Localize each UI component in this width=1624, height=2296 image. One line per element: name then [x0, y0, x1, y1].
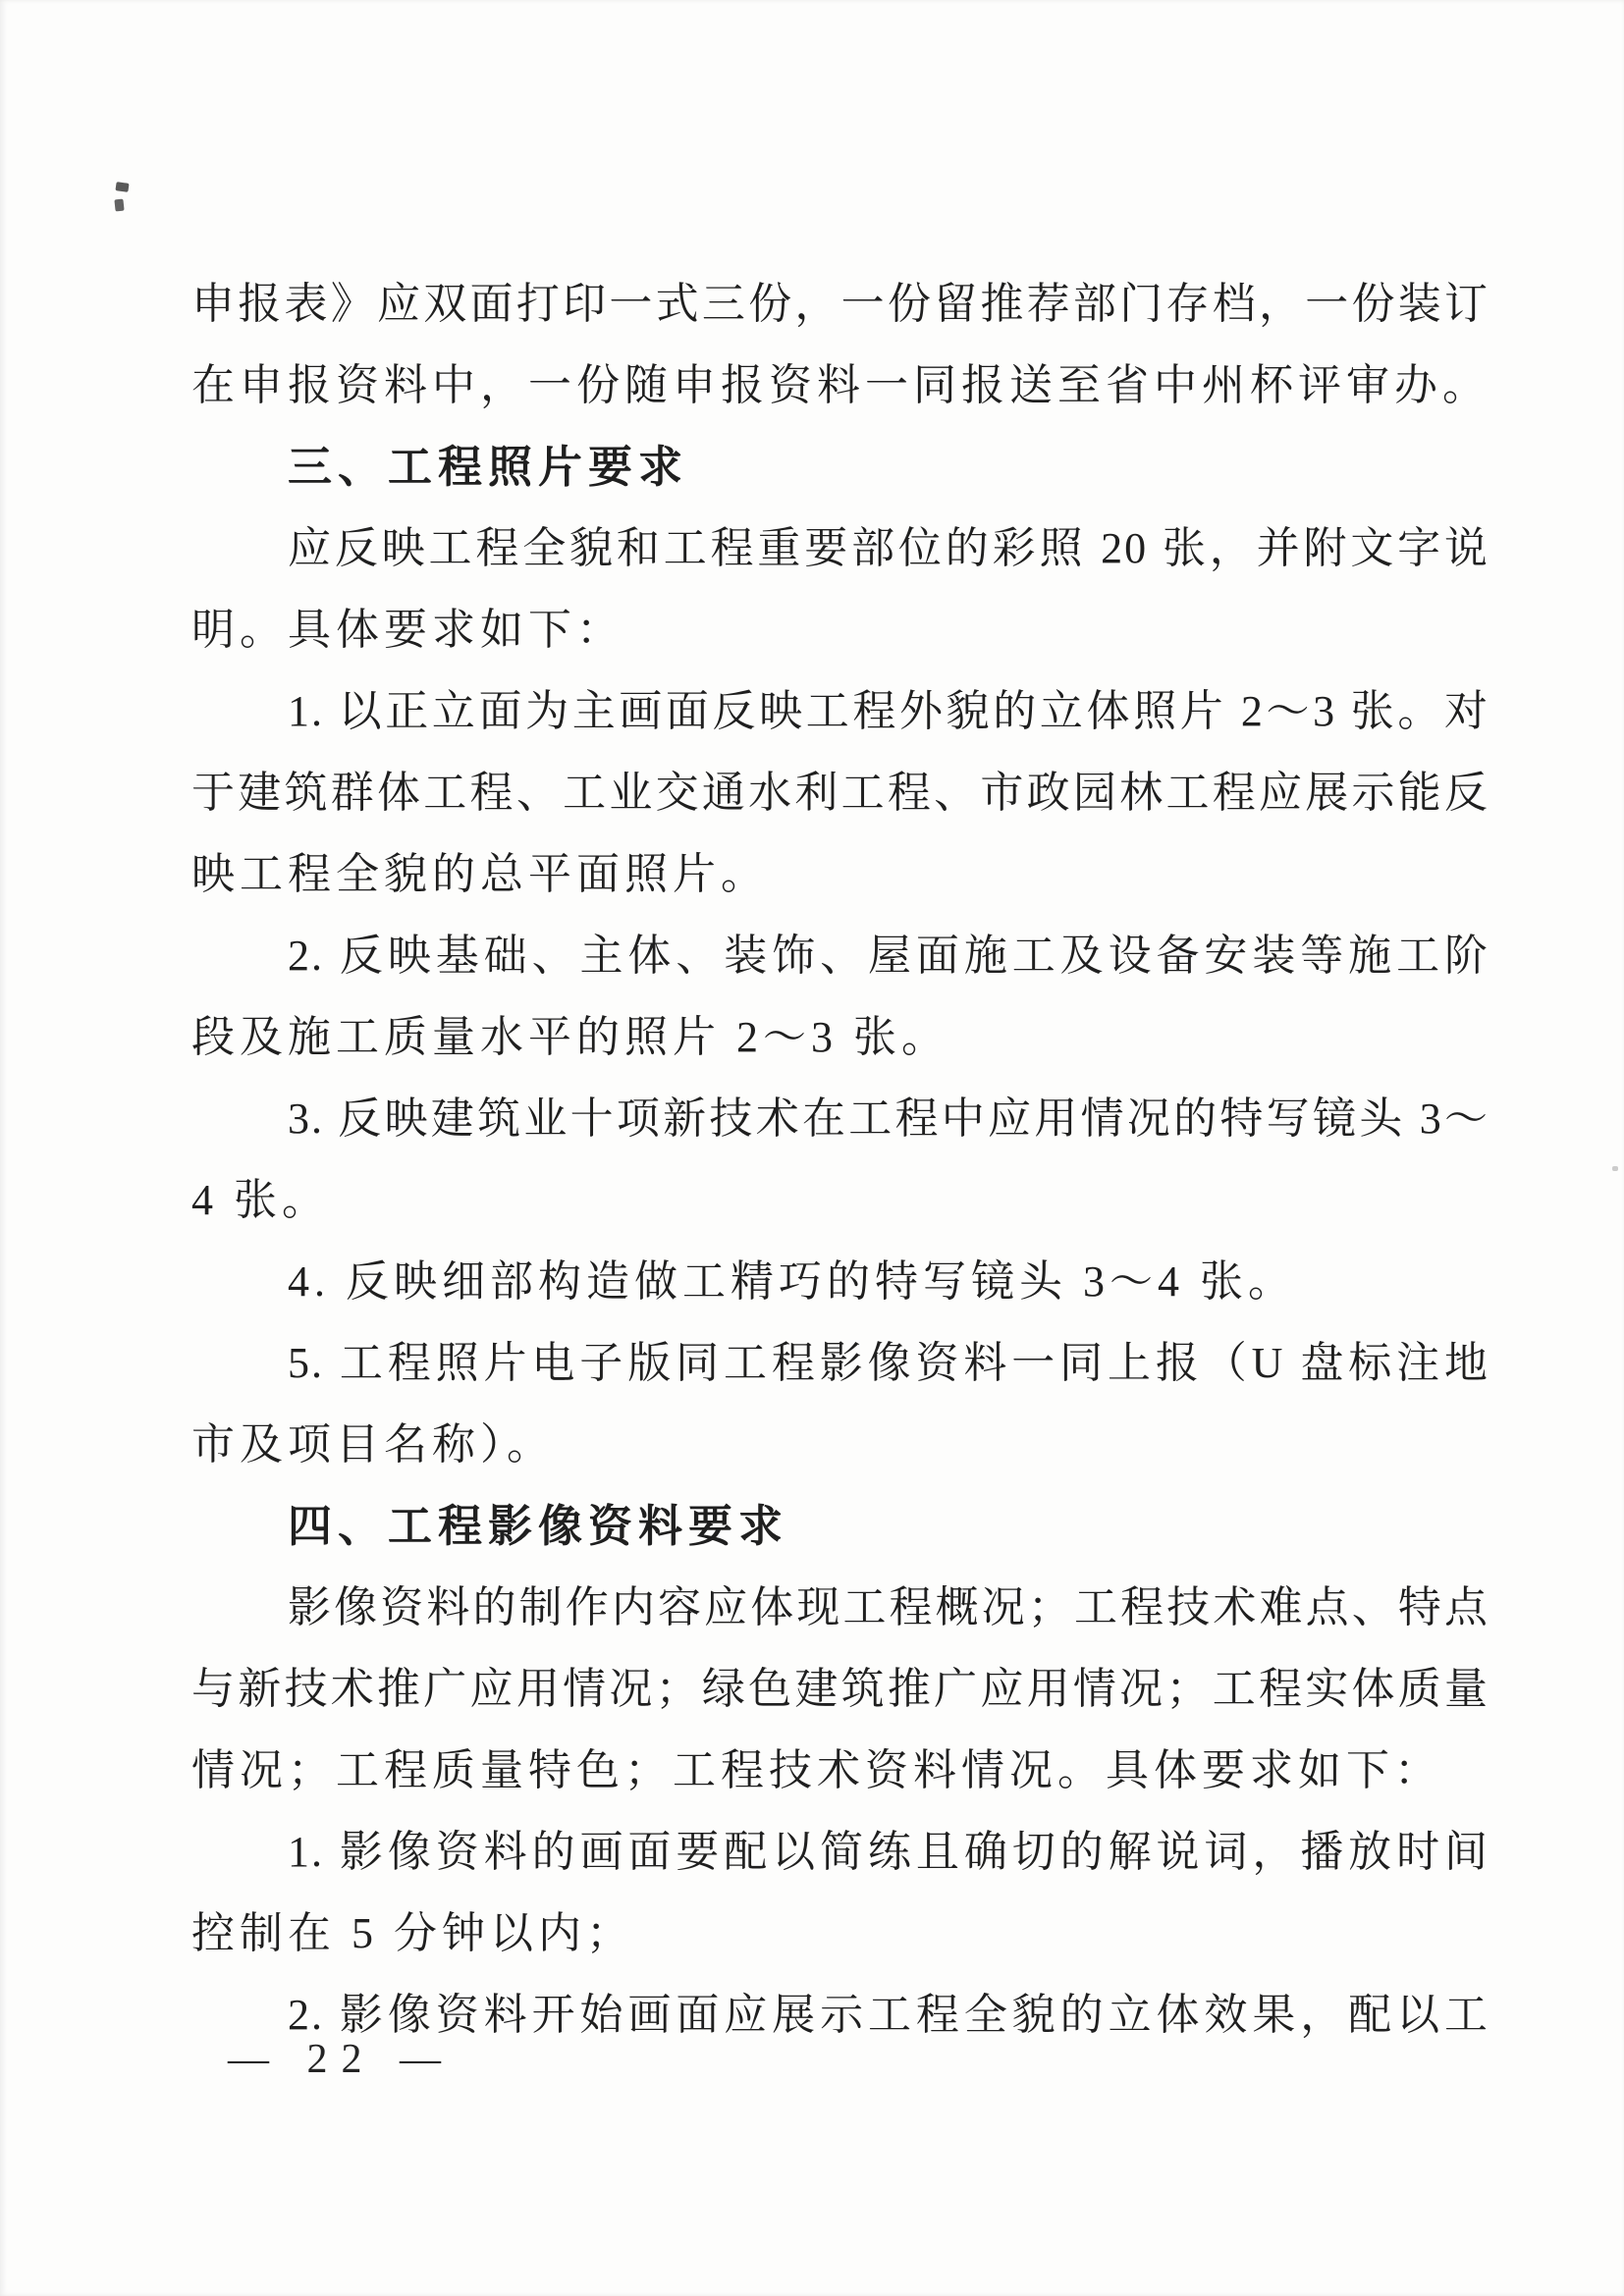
text-line: 影像资料的制作内容应体现工程概况；工程技术难点、特点 [288, 1583, 1489, 1631]
text-line: 段及施工质量水平的照片 2～3 张。 [191, 1013, 949, 1061]
text-line: 在申报资料中，一份随申报资料一同报送至省中州杯评审办。 [191, 361, 1490, 409]
text-line: 市及项目名称）。 [191, 1420, 555, 1468]
text-block [191, 263, 1489, 2056]
text-line: 3. 反映建筑业十项新技术在工程中应用情况的特写镜头 3～ [288, 1095, 1489, 1143]
scan-artifact [115, 182, 129, 192]
text-line: 映工程全貌的总平面照片。 [191, 850, 769, 898]
scan-artifact [1612, 1166, 1618, 1171]
text-line: 4. 反映细部构造做工精巧的特写镜头 3～4 张。 [288, 1257, 1296, 1306]
text-line: 控制在 5 分钟以内； [191, 1909, 634, 1957]
text-line: 情况；工程质量特色；工程技术资料情况。具体要求如下： [191, 1746, 1442, 1794]
scan-artifact [114, 199, 124, 212]
text-line: 1. 影像资料的画面要配以简练且确切的解说词，播放时间 [288, 1828, 1489, 1876]
text-line: 应反映工程全貌和工程重要部位的彩照 20 张，并附文字说 [288, 524, 1489, 572]
text-line: 5. 工程照片电子版同工程影像资料一同上报（U 盘标注地 [288, 1339, 1489, 1387]
text-line: 4 张。 [191, 1176, 330, 1224]
section-heading: 三、工程照片要求 [288, 442, 689, 492]
text-line: 明。具体要求如下： [191, 606, 624, 654]
page-number: — 22 — [228, 2037, 455, 2082]
text-line: 2. 反映基础、主体、装饰、屋面施工及设备安装等施工阶 [288, 932, 1489, 980]
text-line: 与新技术推广应用情况；绿色建筑推广应用情况；工程实体质量 [191, 1665, 1489, 1713]
section-heading: 四、工程影像资料要求 [288, 1501, 789, 1551]
text-line: 于建筑群体工程、工业交通水利工程、市政园林工程应展示能反 [191, 769, 1489, 817]
text-line: 1. 以正立面为主画面反映工程外貌的立体照片 2～3 张。对 [288, 687, 1489, 735]
text-line: 申报表》应双面打印一式三份，一份留推荐部门存档，一份装订 [191, 280, 1489, 328]
text-line: 2. 影像资料开始画面应展示工程全貌的立体效果，配以工 [288, 1991, 1489, 2039]
